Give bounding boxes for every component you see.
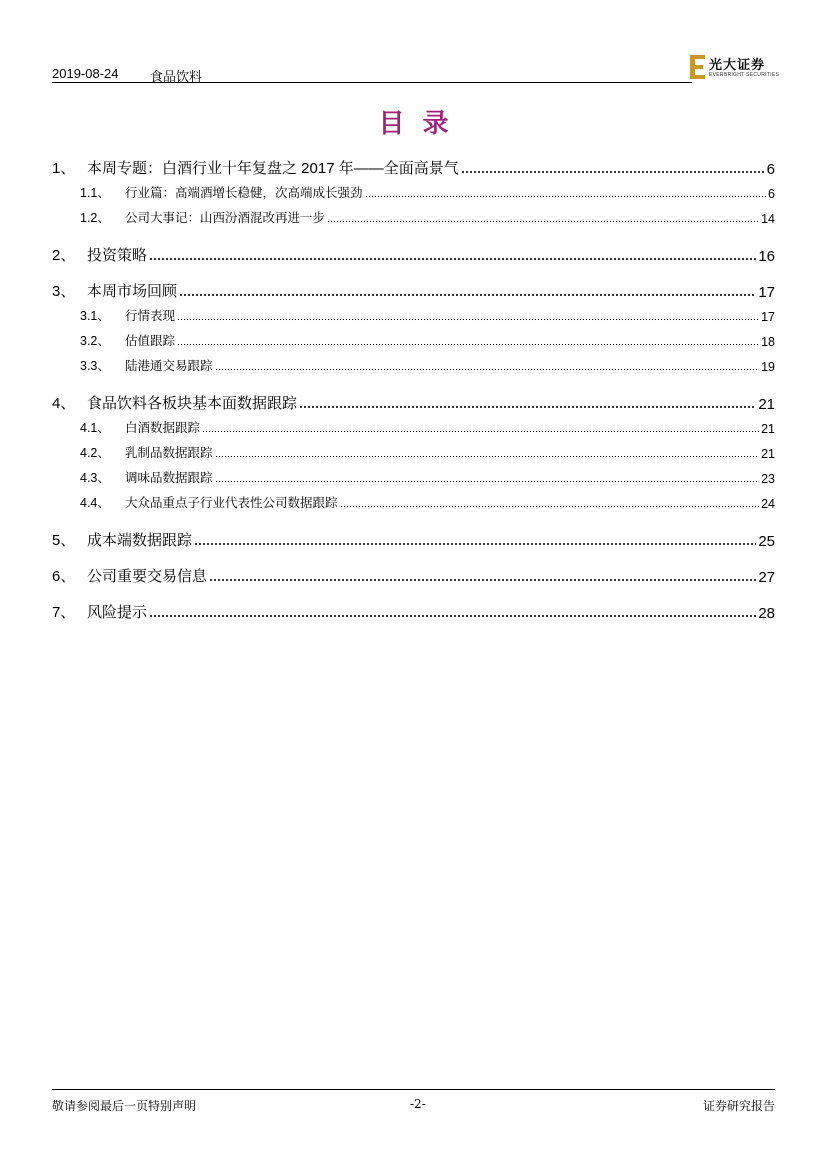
toc-dot-leader bbox=[194, 542, 756, 546]
toc-entry-title: 公司重要交易信息 bbox=[87, 568, 208, 585]
toc-entry-number: 3.1、 bbox=[80, 309, 110, 323]
toc-entry-page: 6 bbox=[768, 187, 775, 201]
toc-entry-page: 17 bbox=[761, 310, 775, 324]
toc-subentry[interactable] bbox=[52, 307, 775, 324]
toc-subentry[interactable] bbox=[52, 419, 775, 436]
toc-entry-page: 6 bbox=[766, 161, 775, 178]
toc-entry-number: 1、 bbox=[52, 160, 76, 177]
toc-entry-number: 1.2、 bbox=[80, 211, 110, 225]
toc-entry-title: 行情表现 bbox=[125, 309, 176, 323]
report-sector: 食品饮料 bbox=[150, 69, 203, 84]
company-logo bbox=[689, 54, 780, 84]
toc-entry-number: 4、 bbox=[52, 395, 76, 412]
toc-entry-page: 24 bbox=[761, 497, 775, 511]
toc-entry-title: 成本端数据跟踪 bbox=[87, 532, 193, 549]
footer-divider bbox=[52, 1089, 775, 1090]
toc-dot-leader bbox=[149, 614, 756, 618]
toc-entry-title: 乳制品数据跟踪 bbox=[125, 446, 213, 460]
toc-subentry[interactable] bbox=[52, 444, 775, 461]
toc-entry[interactable] bbox=[52, 393, 775, 413]
toc-entry-page: 25 bbox=[758, 533, 775, 550]
toc-subentry[interactable] bbox=[52, 209, 775, 226]
toc-dot-leader bbox=[340, 505, 760, 508]
toc-entry[interactable] bbox=[52, 566, 775, 586]
toc-entry-number: 3.2、 bbox=[80, 334, 110, 348]
toc-entry-page: 23 bbox=[761, 472, 775, 486]
toc-entry-title: 白酒数据跟踪 bbox=[125, 421, 201, 435]
toc-entry-page: 18 bbox=[761, 335, 775, 349]
toc-dot-leader bbox=[202, 430, 759, 433]
toc-entry-page: 17 bbox=[758, 284, 775, 301]
toc-entry[interactable] bbox=[52, 530, 775, 550]
toc-entry-title: 本周专题：白酒行业十年复盘之 2017 年——全面高景气 bbox=[87, 160, 459, 177]
toc-dot-leader bbox=[215, 368, 760, 371]
footer-report-type: 证券研究报告 bbox=[702, 1099, 775, 1113]
toc-entry-title: 投资策略 bbox=[87, 247, 148, 264]
toc-entry-number: 1.1、 bbox=[80, 186, 110, 200]
toc-entry-number: 3.3、 bbox=[80, 359, 110, 373]
toc-entry-number: 7、 bbox=[52, 604, 76, 621]
toc-entry-title: 食品饮料各板块基本面数据跟踪 bbox=[87, 395, 298, 412]
toc-entry-page: 28 bbox=[758, 605, 775, 622]
toc-entry-number: 4.4、 bbox=[80, 496, 110, 510]
toc-entry[interactable] bbox=[52, 158, 775, 178]
toc-subentry[interactable] bbox=[52, 494, 775, 511]
toc-entry-number: 6、 bbox=[52, 568, 76, 585]
toc-entry[interactable] bbox=[52, 602, 775, 622]
toc-subentry[interactable] bbox=[52, 184, 775, 201]
header-divider bbox=[52, 82, 692, 83]
toc-dot-leader bbox=[179, 293, 756, 297]
toc-entry-number: 4.3、 bbox=[80, 471, 110, 485]
toc-entry[interactable] bbox=[52, 245, 775, 265]
toc-entry-page: 19 bbox=[761, 360, 775, 374]
toc-entry-title: 风险提示 bbox=[87, 604, 148, 621]
toc-entry-page: 27 bbox=[758, 569, 775, 586]
toc-entry-page: 21 bbox=[761, 422, 775, 436]
toc-entry-title: 公司大事记：山西汾酒混改再进一步 bbox=[125, 211, 326, 225]
toc-entry-title: 调味品数据跟踪 bbox=[125, 471, 213, 485]
toc-entry-title: 行业篇：高端酒增长稳健，次高端成长强劲 bbox=[125, 186, 363, 200]
toc-subentry[interactable] bbox=[52, 357, 775, 374]
toc-entry-number: 2、 bbox=[52, 247, 76, 264]
toc-subentry[interactable] bbox=[52, 332, 775, 349]
toc-entry-number: 5、 bbox=[52, 532, 76, 549]
toc-entry-title: 陆港通交易跟踪 bbox=[125, 359, 213, 373]
toc-dot-leader bbox=[365, 195, 767, 198]
logo-subtitle: EVERBRIGHT SECURITIES bbox=[709, 72, 780, 78]
toc-entry-page: 14 bbox=[761, 212, 775, 226]
toc-dot-leader bbox=[215, 455, 760, 458]
toc-dot-leader bbox=[177, 318, 759, 321]
toc-entry-title: 大众品重点子行业代表性公司数据跟踪 bbox=[125, 496, 338, 510]
toc-dot-leader bbox=[461, 170, 765, 174]
toc-dot-leader bbox=[215, 480, 760, 483]
toc-entry-number: 3、 bbox=[52, 283, 76, 300]
logo-wordmark: 光大证券 bbox=[709, 58, 766, 73]
toc-heading: 目录 bbox=[378, 109, 467, 139]
footer-disclaimer: 敬请参阅最后一页特别声明 bbox=[52, 1099, 197, 1113]
page-footer bbox=[52, 1089, 775, 1119]
toc-dot-leader bbox=[209, 578, 756, 582]
toc-entry-title: 估值跟踪 bbox=[125, 334, 176, 348]
toc-entry-page: 21 bbox=[761, 447, 775, 461]
report-date: 2019-08-24 bbox=[52, 66, 119, 81]
toc-dot-leader bbox=[327, 220, 759, 223]
toc-entry-number: 4.2、 bbox=[80, 446, 110, 460]
toc-dot-leader bbox=[177, 343, 759, 346]
toc-dot-leader bbox=[299, 405, 756, 409]
toc-entry-page: 16 bbox=[758, 248, 775, 265]
toc-subentry[interactable] bbox=[52, 469, 775, 486]
toc-entry-number: 4.1、 bbox=[80, 421, 110, 435]
page-header bbox=[52, 58, 780, 84]
toc-entry-title: 本周市场回顾 bbox=[87, 283, 178, 300]
toc-entry-page: 21 bbox=[758, 396, 775, 413]
toc-dot-leader bbox=[149, 257, 756, 261]
everbright-logo-icon bbox=[689, 54, 707, 80]
page-number: -2- bbox=[410, 1097, 426, 1111]
toc-entry[interactable] bbox=[52, 281, 775, 301]
